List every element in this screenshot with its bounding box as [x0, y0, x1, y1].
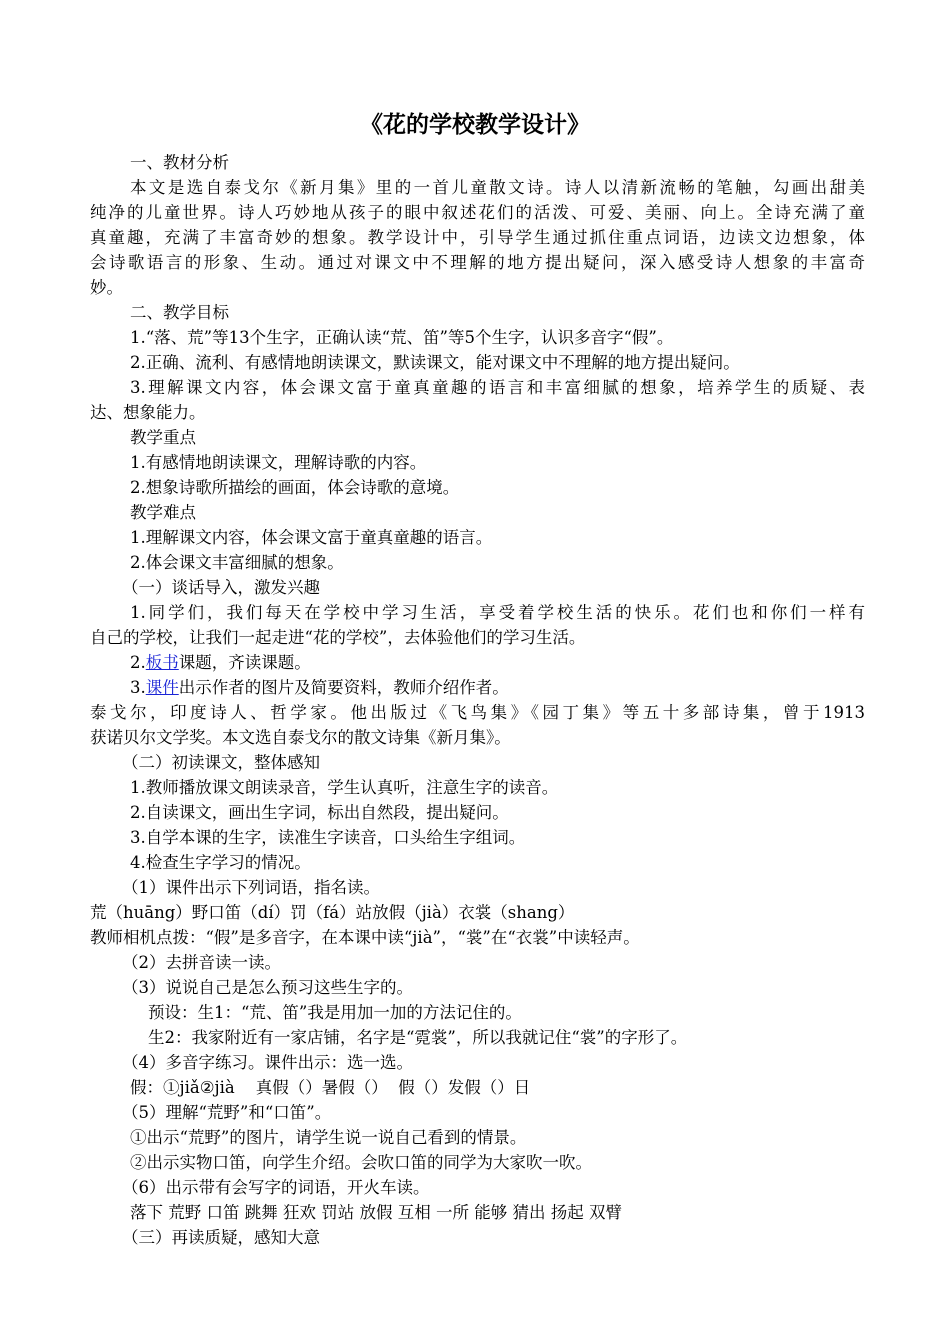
list-item: 1.同学们，我们每天在学校中学习生活，享受着学校生活的快乐。花们也和你们一样有 — [130, 603, 865, 622]
exercise-line: 假：①jiǎ②jià 真假（）暑假（） 假（）发假（）日 — [130, 1078, 531, 1097]
list-item: 4.检查生字学习的情况。 — [130, 853, 311, 872]
paragraph-line: 真童趣，充满了丰富奇妙的想象。教学设计中，引导学生通过抓住重点词语，边读文边想象，体 — [90, 228, 865, 247]
word-list: 落下 荒野 口笛 跳舞 狂欢 罚站 放假 互相 一所 能够 猜出 扬起 双臂 — [130, 1203, 622, 1222]
sub-item: （5）理解“荒野”和“口笛”。 — [122, 1103, 332, 1122]
sub-item: （1）课件出示下列词语，指名读。 — [122, 878, 380, 897]
banshu-link[interactable]: 板书 — [145, 653, 179, 672]
list-item: 2.自读课文，画出生字词，标出自然段，提出疑问。 — [130, 803, 509, 822]
item-number: 2. — [130, 653, 146, 672]
list-item: 3.理解课文内容，体会课文富于童真童趣的语言和丰富细腻的想象，培养学生的质疑、表 — [130, 378, 865, 397]
sub-item: （6）出示带有会写字的词语，开火车读。 — [122, 1178, 430, 1197]
list-item: 1.“落、荒”等13个生字，正确认读“荒、笛”等5个生字，认识多音字“假”。 — [130, 328, 674, 347]
paragraph-line: 妙。 — [90, 278, 123, 297]
sub-item: （3）说说自己是怎么预习这些生字的。 — [122, 978, 413, 997]
paragraph-line: 生2：我家附近有一家店铺，名字是“霓裳”，所以我就记住“裳”的字形了。 — [148, 1028, 688, 1047]
sub-item: （4）多音字练习。课件出示：选一选。 — [122, 1053, 413, 1072]
paragraph-line: 会诗歌语言的形象、生动。通过对课文中不理解的地方提出疑问，深入感受诗人想象的丰富奇 — [90, 253, 865, 272]
list-item: 2.正确、流利、有感情地朗读课文，默读课文，能对课文中不理解的地方提出疑问。 — [130, 353, 740, 372]
sub-item: （2）去拼音读一读。 — [122, 953, 281, 972]
section-heading: 一、教材分析 — [130, 153, 229, 172]
list-item: ①出示“荒野”的图片，请学生说一说自己看到的情景。 — [130, 1128, 527, 1147]
list-item: 3.自学本课的生字，读准生字读音，口头给生字组词。 — [130, 828, 526, 847]
item-number: 3. — [130, 678, 146, 697]
subheading: 教学重点 — [130, 428, 196, 447]
list-item: 1.教师播放课文朗读录音，学生认真听，注意生字的读音。 — [130, 778, 559, 797]
step-heading: （一）谈话导入，激发兴趣 — [122, 578, 320, 597]
kejian-link[interactable]: 课件 — [145, 678, 179, 697]
section-heading: 二、教学目标 — [130, 303, 229, 322]
item-text: 课题，齐读课题。 — [178, 653, 311, 672]
step-heading: （二）初读课文，整体感知 — [122, 753, 320, 772]
paragraph-line: 教师相机点拨：“假”是多音字，在本课中读“jià”，“裳”在“衣裳”中读轻声。 — [90, 928, 640, 947]
list-item: ②出示实物口笛，向学生介绍。会吹口笛的同学为大家吹一吹。 — [130, 1153, 592, 1172]
list-item — [130, 650, 865, 675]
item-text: 出示作者的图片及简要资料，教师介绍作者。 — [178, 678, 509, 697]
list-item: 1.有感情地朗读课文，理解诗歌的内容。 — [130, 453, 427, 472]
list-item: 1.理解课文内容，体会课文富于童真童趣的语言。 — [130, 528, 493, 547]
vocabulary-line: 荒（huāng）野口笛（dí）罚（fá）站放假（jià）衣裳（shang） — [90, 903, 575, 922]
list-item: 2.体会课文丰富细腻的想象。 — [130, 553, 344, 572]
paragraph-line: 获诺贝尔文学奖。本文选自泰戈尔的散文诗集《新月集》。 — [90, 728, 511, 747]
paragraph-line: 本文是选自泰戈尔《新月集》里的一首儿童散文诗。诗人以清新流畅的笔触，勾画出甜美 — [130, 178, 865, 197]
paragraph-line: 纯净的儿童世界。诗人巧妙地从孩子的眼中叙述花们的活泼、可爱、美丽、向上。全诗充满了童 — [90, 203, 865, 222]
paragraph-line: 预设：生1：“荒、笛”我是用加一加的方法记住的。 — [148, 1003, 522, 1022]
list-item-continuation: 自己的学校，让我们一起走进“花的学校”，去体验他们的学习生活。 — [90, 628, 586, 647]
list-item-continuation: 达、想象能力。 — [90, 403, 206, 422]
subheading: 教学难点 — [130, 503, 196, 522]
step-heading: （三）再读质疑，感知大意 — [122, 1228, 320, 1247]
list-item: 2.想象诗歌所描绘的画面，体会诗歌的意境。 — [130, 478, 460, 497]
paragraph-line: 泰戈尔，印度诗人、哲学家。他出版过《飞鸟集》《园丁集》等五十多部诗集，曾于1913 — [90, 703, 865, 722]
document-title: 《花的学校教学设计》 — [360, 111, 590, 138]
list-item — [130, 675, 865, 700]
